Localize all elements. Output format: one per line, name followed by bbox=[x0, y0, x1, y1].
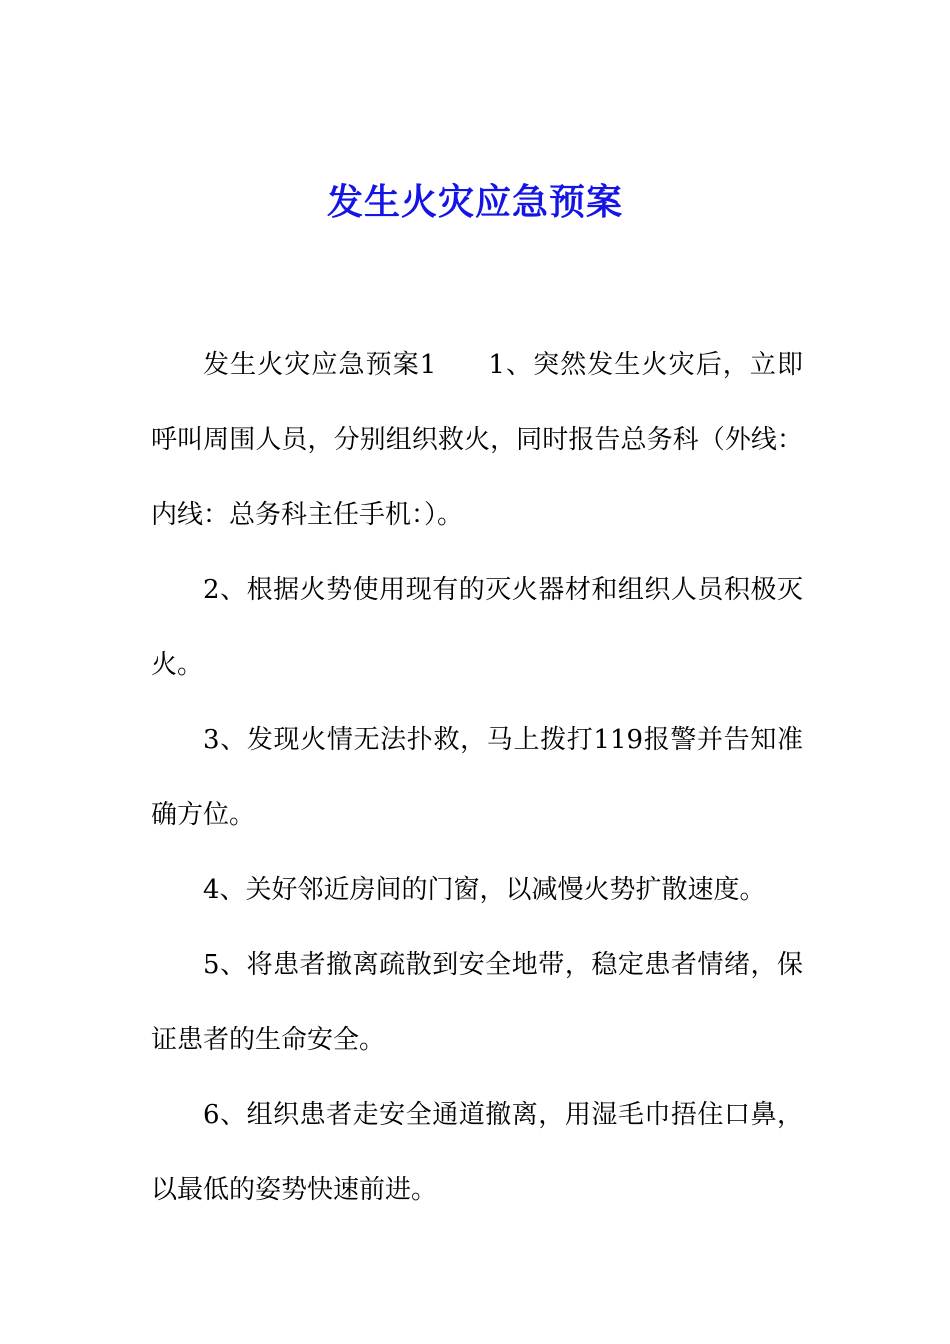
paragraph-1 bbox=[151, 328, 803, 553]
paragraph-2: 2、根据火势使用现有的灭火器材和组织人员积极灭火。 bbox=[151, 575, 803, 680]
paragraph-6: 6、组织患者走安全通道撤离，用湿毛巾捂住口鼻，以最低的姿势快速前进。 bbox=[151, 1100, 803, 1205]
paragraph-4: 4、关好邻近房间的门窗，以减慢火势扩散速度。 bbox=[203, 875, 766, 905]
section-heading: 发生火灾应急预案1 bbox=[203, 350, 437, 380]
paragraph-5: 5、将患者撤离疏散到安全地带，稳定患者情绪，保证患者的生命安全。 bbox=[151, 950, 803, 1055]
document-title: 发生火灾应急预案 bbox=[326, 181, 623, 223]
paragraph-text: 1、突然发生火灾后，立即呼叫周围人员，分别组织救火，同时报告总务科（外线：内线：总务科主任手机：）。 bbox=[151, 350, 804, 530]
document-body bbox=[151, 328, 803, 1228]
paragraph-3: 3、发现火情无法扑救，马上拨打119报警并告知准确方位。 bbox=[151, 725, 803, 830]
